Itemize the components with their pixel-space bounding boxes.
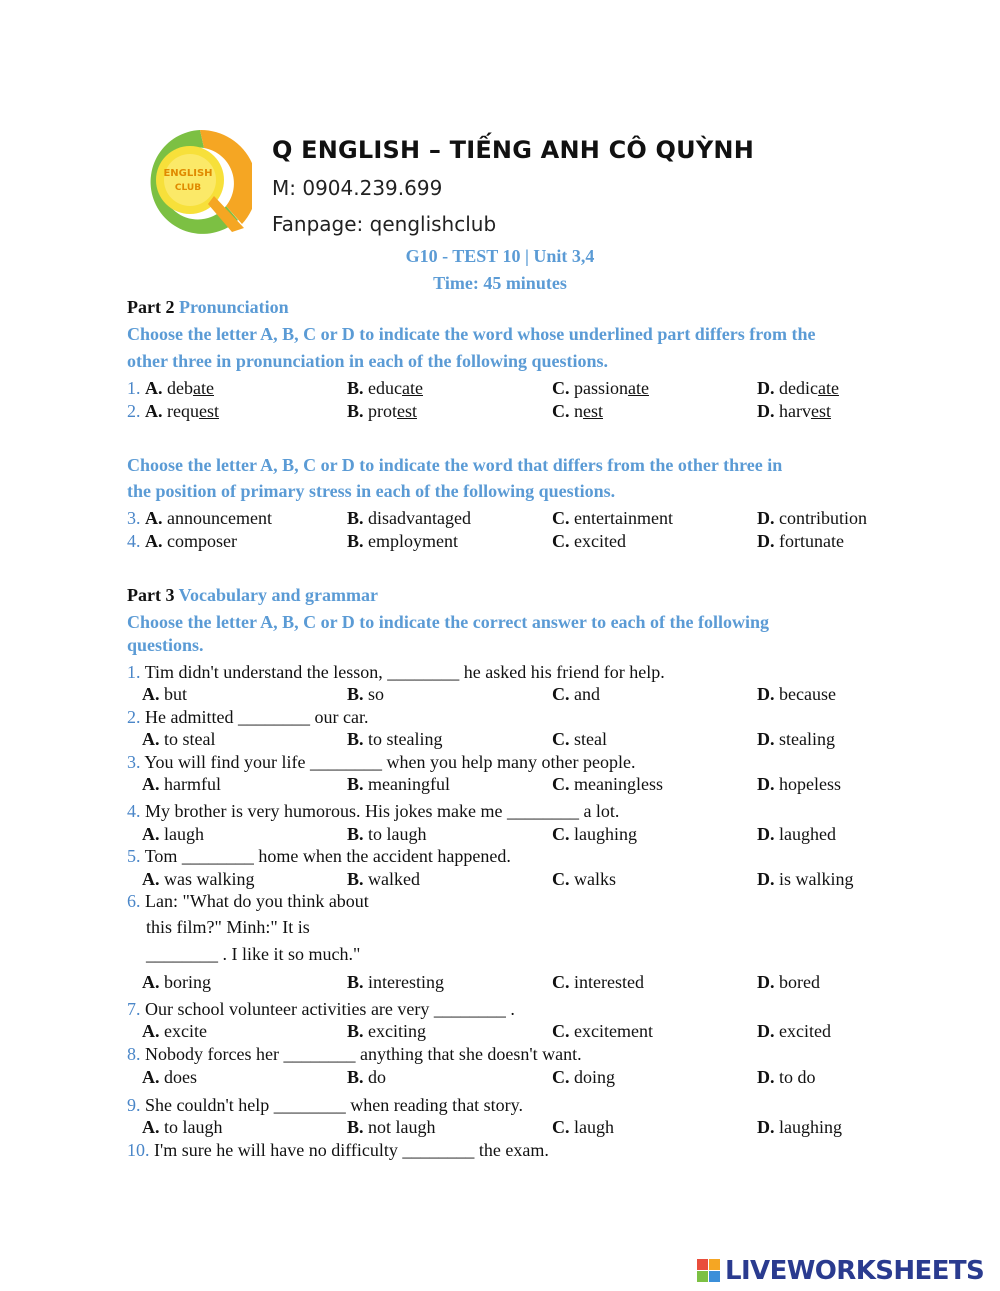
option-d[interactable]: D. bored xyxy=(757,972,820,992)
option-a[interactable]: 3. A. announcement xyxy=(127,508,272,528)
option-c[interactable]: C. steal xyxy=(552,729,607,749)
phone-number: M: 0904.239.699 xyxy=(272,176,443,200)
option-b[interactable]: B. educate xyxy=(347,378,423,398)
option-d[interactable]: D. excited xyxy=(757,1021,831,1041)
answer-options xyxy=(127,683,887,705)
option-d[interactable]: D. fortunate xyxy=(757,531,844,551)
option-d[interactable]: D. stealing xyxy=(757,729,835,749)
option-b[interactable]: B. walked xyxy=(347,869,420,889)
part2-instruction-1-line-1: Choose the letter A, B, C or D to indicate the word whose underlined part differs from the xyxy=(127,324,816,344)
answer-options xyxy=(127,823,887,845)
option-b[interactable]: B. so xyxy=(347,684,385,704)
option-a[interactable]: A. excite xyxy=(142,1021,207,1041)
question-number: 10. xyxy=(127,1140,150,1160)
option-b[interactable]: B. protest xyxy=(347,401,418,421)
option-c[interactable]: C. passionate xyxy=(552,378,649,398)
option-c[interactable]: C. nest xyxy=(552,401,603,421)
question-stem: 7. Our school volunteer activities are very ________ . xyxy=(127,999,515,1019)
part2-instruction-1-line-2: other three in pronunciation in each of the following questions. xyxy=(127,351,609,371)
option-a[interactable]: A. to laugh xyxy=(142,1117,223,1137)
liveworksheets-logo-icon xyxy=(697,1259,721,1283)
part2-heading xyxy=(127,296,289,318)
part3-heading xyxy=(127,584,378,606)
answer-options xyxy=(127,868,887,890)
q-english-club-logo xyxy=(130,124,252,239)
part2-name: Pronunciation xyxy=(178,297,289,317)
question-number: 3. xyxy=(127,752,141,772)
question-number: 9. xyxy=(127,1095,141,1115)
logo-text-club: CLUB xyxy=(174,183,202,193)
part3-name: Vocabulary and grammar xyxy=(178,585,379,605)
option-c[interactable]: C. excited xyxy=(552,531,626,551)
option-a[interactable]: A. boring xyxy=(142,972,211,992)
option-b[interactable]: B. interesting xyxy=(347,972,444,992)
option-b[interactable]: B. meaningful xyxy=(347,774,450,794)
question-stem: 5. Tom ________ home when the accident happened. xyxy=(127,846,511,866)
question-stem: 8. Nobody forces her ________ anything that she doesn't want. xyxy=(127,1044,582,1064)
option-d[interactable]: D. hopeless xyxy=(757,774,841,794)
question-stem: 2. He admitted ________ our car. xyxy=(127,707,369,727)
answer-options xyxy=(127,728,887,750)
part2-instruction-2-line-2: the position of primary stress in each of the following questions. xyxy=(127,481,616,501)
answer-options xyxy=(127,773,887,795)
question-number: 4. xyxy=(127,531,141,551)
question-number: 2. xyxy=(127,401,141,421)
option-a[interactable]: 1. A. debate xyxy=(127,378,214,398)
option-d[interactable]: D. because xyxy=(757,684,836,704)
question-stem: 4. My brother is very humorous. His jokes make me ________ a lot. xyxy=(127,801,620,821)
option-b[interactable]: B. not laugh xyxy=(347,1117,436,1137)
option-c[interactable]: C. interested xyxy=(552,972,644,992)
option-c[interactable]: C. meaningless xyxy=(552,774,663,794)
part3-instruction-line-2: questions. xyxy=(127,635,204,655)
question-number: 8. xyxy=(127,1044,141,1064)
question-stem: 3. You will find your life ________ when you help many other people. xyxy=(127,752,636,772)
answer-options xyxy=(127,1020,887,1042)
option-b[interactable]: B. exciting xyxy=(347,1021,426,1041)
question-number: 7. xyxy=(127,999,141,1019)
option-a[interactable]: A. laugh xyxy=(142,824,204,844)
question-row xyxy=(127,400,887,422)
option-c[interactable]: C. excitement xyxy=(552,1021,653,1041)
question-number: 5. xyxy=(127,846,141,866)
brand-name: Q ENGLISH – TIẾNG ANH CÔ QUỲNH xyxy=(272,136,754,164)
question-number: 1. xyxy=(127,378,141,398)
question-row xyxy=(127,507,887,529)
question-number: 1. xyxy=(127,662,141,682)
question-row xyxy=(127,530,887,552)
option-a[interactable]: 4. A. composer xyxy=(127,531,237,551)
option-a[interactable]: A. does xyxy=(142,1067,197,1087)
option-a[interactable]: A. to steal xyxy=(142,729,216,749)
liveworksheets-wordmark: LIVEWORKSHEETS xyxy=(725,1256,985,1286)
option-d[interactable]: D. harvest xyxy=(757,401,831,421)
option-a[interactable]: A. was walking xyxy=(142,869,255,889)
question-number: 6. xyxy=(127,891,141,911)
option-d[interactable]: D. contribution xyxy=(757,508,867,528)
option-c[interactable]: C. laughing xyxy=(552,824,637,844)
option-c[interactable]: C. entertainment xyxy=(552,508,673,528)
fanpage: Fanpage: qenglishclub xyxy=(272,212,497,236)
option-b[interactable]: B. disadvantaged xyxy=(347,508,471,528)
option-c[interactable]: C. and xyxy=(552,684,600,704)
option-d[interactable]: D. laughed xyxy=(757,824,836,844)
question-stem: 1. Tim didn't understand the lesson, ________ he asked his friend for help. xyxy=(127,662,665,682)
option-b[interactable]: B. do xyxy=(347,1067,387,1087)
question-stem: 9. She couldn't help ________ when reading that story. xyxy=(127,1095,524,1115)
option-a[interactable]: A. but xyxy=(142,684,188,704)
option-c[interactable]: C. walks xyxy=(552,869,616,889)
part2-label: Part 2 xyxy=(127,297,175,317)
question-stem: 6. Lan: "What do you think about xyxy=(127,891,369,911)
option-a[interactable]: A. harmful xyxy=(142,774,221,794)
answer-options xyxy=(127,971,887,993)
answer-options xyxy=(127,1066,887,1088)
option-a[interactable]: 2. A. request xyxy=(127,401,219,421)
part3-label: Part 3 xyxy=(127,585,175,605)
test-time: Time: 45 minutes xyxy=(433,273,567,293)
worksheet-header xyxy=(130,122,754,242)
option-d[interactable]: D. laughing xyxy=(757,1117,842,1137)
option-d[interactable]: D. is walking xyxy=(757,869,854,889)
logo-text-english: ENGLISH xyxy=(163,168,213,179)
test-title: G10 - TEST 10 | Unit 3,4 xyxy=(405,246,595,266)
part2-instruction-2-line-1: Choose the letter A, B, C or D to indicate the word that differs from the other three in xyxy=(127,455,783,475)
option-c[interactable]: C. laugh xyxy=(552,1117,614,1137)
question-number: 4. xyxy=(127,801,141,821)
question-number: 2. xyxy=(127,707,141,727)
option-b[interactable]: B. to stealing xyxy=(347,729,443,749)
option-b[interactable]: B. to laugh xyxy=(347,824,427,844)
answer-options xyxy=(127,1116,887,1138)
option-d[interactable]: D. to do xyxy=(757,1067,816,1087)
question-stem-continued: this film?" Minh:" It is xyxy=(146,917,310,937)
option-d[interactable]: D. dedicate xyxy=(757,378,839,398)
part3-instruction-line-1: Choose the letter A, B, C or D to indicate the correct answer to each of the following xyxy=(127,612,770,632)
question-stem-continued: ________ . I like it so much." xyxy=(146,944,361,964)
question-row xyxy=(127,377,887,399)
question-stem: 10. I'm sure he will have no difficulty ________ the exam. xyxy=(127,1140,549,1160)
option-b[interactable]: B. employment xyxy=(347,531,458,551)
option-c[interactable]: C. doing xyxy=(552,1067,616,1087)
question-number: 3. xyxy=(127,508,141,528)
